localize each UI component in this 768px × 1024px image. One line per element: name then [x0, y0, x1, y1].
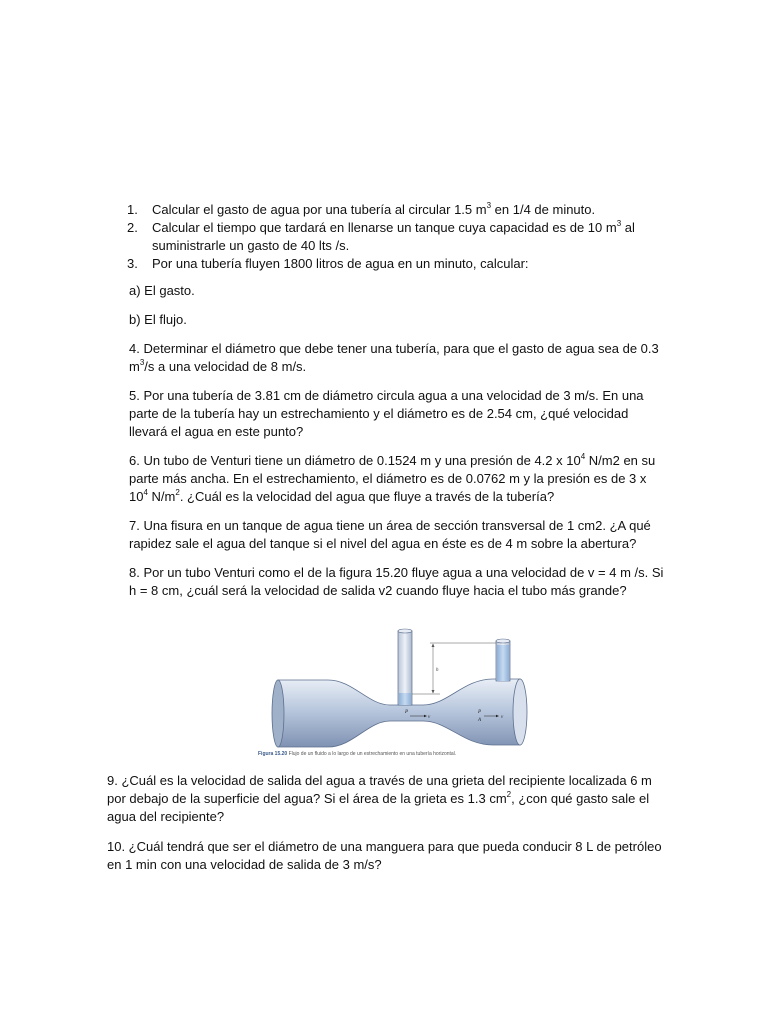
list-text: Por una tubería fluyen 1800 litros de agua en un minuto, calcular:: [152, 256, 529, 271]
question-8: 8. Por un tubo Venturi como el de la figura 15.20 fluye agua a una velocidad de v = 4 m /s. Si h = 8 cm, ¿cuál será la velocidad de salida v2 cuando fluye hacia el tubo más grande?: [129, 565, 664, 598]
velocity-1-label: v: [428, 715, 431, 720]
question-6: [129, 452, 665, 506]
list-text: Calcular el gasto de agua por una tubería al circular 1.5 m: [152, 202, 487, 217]
list-number: 3.: [127, 256, 138, 271]
superscript: 3: [486, 200, 492, 210]
question-5: 5. Por una tubería de 3.81 cm de diámetro circula agua a una velocidad de 3 m/s. En una parte de la tubería hay un estrechamiento y el diámetro es de 2.54 cm, ¿qué velocidad llevará el agua en este punto?: [129, 388, 644, 439]
water-column-narrow: [399, 693, 411, 705]
figure-caption-text: Flujo de un fluido a lo largo de un estrechamiento en una tubería horizontal.: [287, 751, 457, 757]
superscript: 3: [616, 218, 622, 228]
water-column-wide: [497, 645, 509, 681]
superscript: 2: [175, 487, 180, 497]
figure-caption-label: Figura 15.20: [258, 751, 288, 757]
outlet-opening: [513, 679, 527, 745]
q6-text: 6. Un tubo de Venturi tiene un diámetro de 0.1524 m y una presión de 4.2 x 10: [129, 453, 581, 468]
q6-text: N/m: [147, 489, 176, 504]
list-item: [129, 201, 665, 219]
list-text: Calcular el tiempo que tardará en llenarse un tanque cuya capacidad es de 10 m: [152, 220, 617, 235]
question-4: [129, 340, 665, 376]
question-10: 10. ¿Cuál tendrá que ser el diámetro de una manguera para que pueda conducir 8 L de petróleo en 1 min con una velocidad de salida de 3 m/s?: [107, 839, 662, 872]
pressure-1-label: P: [405, 710, 409, 715]
q9-text-end: , ¿con qué gasto sale el agua del recipiente?: [107, 791, 650, 824]
list-item: [129, 219, 665, 255]
q4-text-end: /s a una velocidad de 8 m/s.: [144, 359, 307, 374]
pressure-2-label: P: [478, 710, 482, 715]
q9-text: 9. ¿Cuál es la velocidad de salida del agua a través de una grieta del recipiente localizada 6 m por debajo de la superficie del agua? Si el área de la grieta es 1.3 cm: [107, 773, 652, 806]
sub-item-b: b) El flujo.: [129, 312, 187, 327]
q6-text: N/m2 en su parte más ancha. En el estrechamiento, el diámetro es de 0.0762 m y la presión es de 3 x 10: [129, 453, 656, 504]
superscript: 2: [506, 789, 512, 799]
superscript: 4: [143, 487, 148, 497]
venturi-figure: [258, 627, 538, 763]
numbered-list: [129, 201, 665, 273]
superscript: 4: [580, 451, 586, 461]
list-item: [129, 255, 665, 273]
svg-text:A: A: [478, 718, 482, 723]
questions-block: [129, 201, 665, 600]
superscript: 3: [139, 357, 145, 367]
list-text: en 1/4 de minuto.: [491, 202, 596, 217]
list-text: al suministrarle un gasto de 40 lts /s.: [152, 220, 635, 253]
question-7: 7. Una fisura en un tanque de agua tiene un área de sección transversal de 1 cm2. ¿A qué rapidez sale el agua del tanque si el nivel del agua en éste es de 4 m sobre la abertura?: [129, 518, 651, 551]
inlet-opening: [272, 680, 284, 747]
sub-item-a: a) El gasto.: [129, 283, 195, 298]
list-number: 2.: [127, 220, 138, 235]
q6-text: . ¿Cuál es la velocidad del agua que fluye a través de la tubería?: [179, 489, 555, 504]
venturi-tube-illustration: [258, 627, 538, 751]
q4-text: 4. Determinar el diámetro que debe tener una tubería, para que el gasto de agua sea de 0.3 m: [129, 341, 659, 374]
list-number: 1.: [127, 202, 138, 217]
velocity-2-label: v: [501, 715, 504, 720]
figure-caption: [258, 751, 538, 758]
question-9: [107, 772, 667, 826]
height-label: h: [436, 668, 439, 673]
